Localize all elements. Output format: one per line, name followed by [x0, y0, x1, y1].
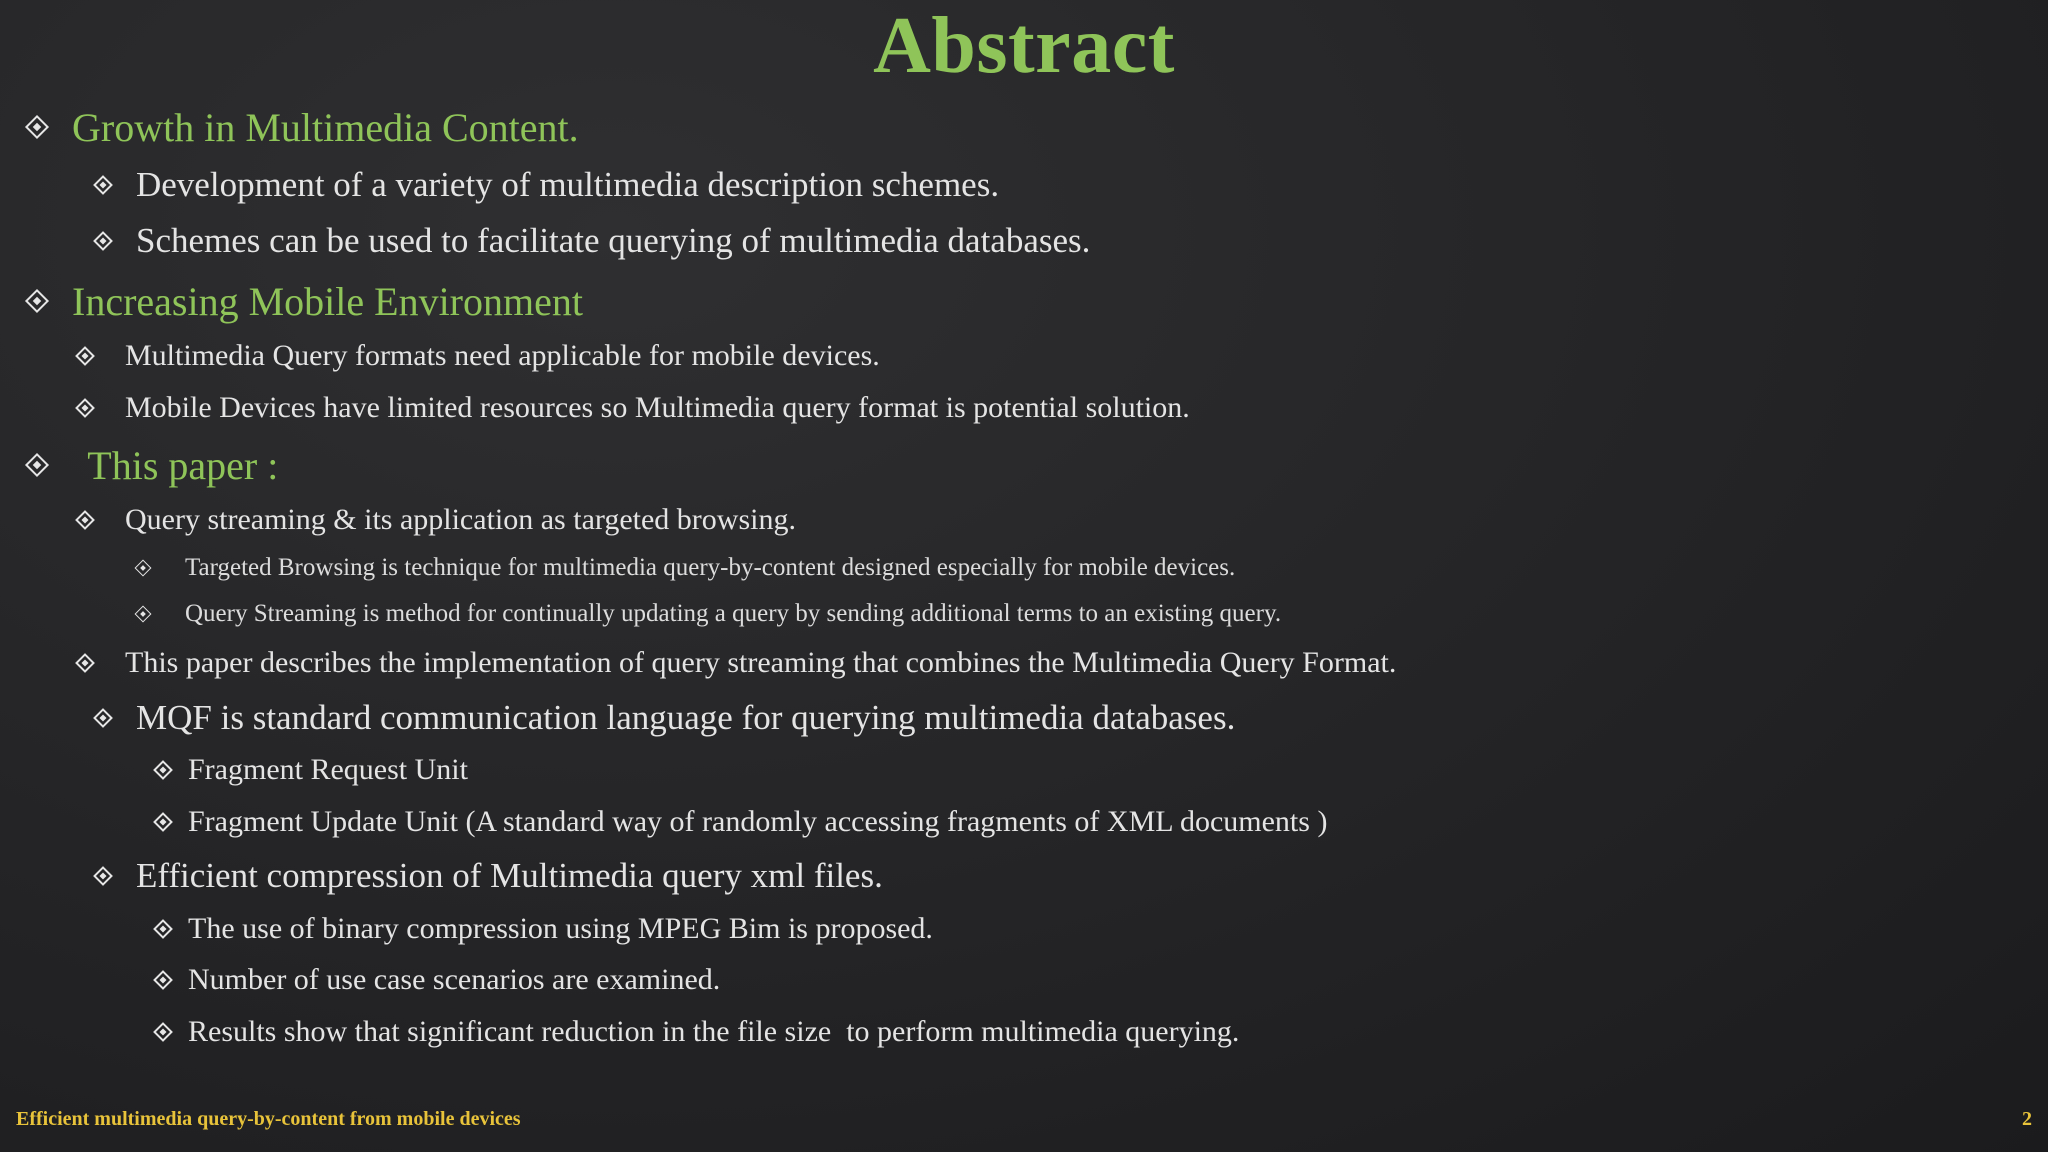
bullet-text: The use of binary compression using MPEG Bim is proposed.: [188, 912, 933, 945]
diamond-bullet-icon: [152, 759, 174, 781]
bullet-item: [152, 962, 720, 998]
diamond-bullet-icon: [24, 288, 50, 314]
footer-title: Efficient multimedia query-by-content from mobile devices: [16, 1108, 521, 1130]
bullet-item: [74, 502, 796, 538]
diamond-bullet-icon: [152, 811, 174, 833]
bullet-item: [92, 855, 883, 897]
diamond-bullet-icon: [92, 174, 114, 196]
bullet-text: MQF is standard communication language for querying multimedia databases.: [136, 698, 1236, 737]
diamond-bullet-icon: [24, 114, 50, 140]
diamond-bullet-icon: [152, 969, 174, 991]
bullet-text: This paper describes the implementation of query streaming that combines the Multimedia Query Format.: [125, 646, 1397, 679]
diamond-bullet-icon: [92, 230, 114, 252]
diamond-bullet-icon: [152, 1021, 174, 1043]
bullet-item: [92, 220, 1090, 262]
bullet-text: This paper :: [78, 442, 279, 488]
bullet-text: Results show that significant reduction in the file size to perform multimedia querying.: [188, 1015, 1240, 1048]
diamond-bullet-icon: [134, 605, 152, 623]
bullet-text: Multimedia Query formats need applicable for mobile devices.: [125, 339, 880, 372]
bullet-text: Fragment Request Unit: [188, 753, 468, 786]
diamond-bullet-icon: [152, 918, 174, 940]
bullet-text: Number of use case scenarios are examined.: [188, 963, 721, 996]
bullet-item: [92, 164, 999, 206]
bullet-item: [74, 390, 1190, 426]
bullet-text: Increasing Mobile Environment: [72, 278, 583, 324]
diamond-bullet-icon: [134, 559, 152, 577]
bullet-text: Fragment Update Unit (A standard way of randomly accessing fragments of XML documents ): [188, 805, 1328, 838]
bullet-text: Targeted Browsing is technique for multimedia query-by-content designed especially for mobile devices.: [185, 554, 1236, 581]
bullet-item: [74, 338, 880, 374]
diamond-bullet-icon: [74, 397, 96, 419]
bullet-text: Development of a variety of multimedia description schemes.: [136, 165, 1000, 204]
bullet-text: Efficient compression of Multimedia query xml files.: [136, 856, 883, 895]
diamond-bullet-icon: [74, 509, 96, 531]
diamond-bullet-icon: [92, 865, 114, 887]
diamond-bullet-icon: [74, 652, 96, 674]
bullet-item: [24, 278, 583, 324]
bullet-item: [152, 911, 933, 947]
slide-title: Abstract: [873, 2, 1175, 90]
bullet-item: [134, 553, 1235, 583]
diamond-bullet-icon: [24, 452, 50, 478]
bullet-text: Query streaming & its application as targeted browsing.: [125, 503, 796, 536]
bullet-item: [152, 752, 468, 788]
bullet-text: Schemes can be used to facilitate querying of multimedia databases.: [136, 221, 1091, 260]
bullet-item: [134, 599, 1281, 629]
bullet-text: Growth in Multimedia Content.: [72, 104, 579, 150]
bullet-item: [152, 1014, 1239, 1050]
bullet-item: [74, 645, 1396, 681]
bullet-text: Query Streaming is method for continually updating a query by sending additional terms to an existing query.: [185, 600, 1282, 627]
bullet-item: [24, 104, 579, 150]
bullet-item: [24, 442, 278, 488]
bullet-item: [152, 804, 1327, 840]
bullet-text: Mobile Devices have limited resources so Multimedia query format is potential solution.: [125, 391, 1190, 424]
page-number: 2: [2022, 1108, 2032, 1130]
bullet-item: [92, 697, 1235, 739]
diamond-bullet-icon: [74, 345, 96, 367]
diamond-bullet-icon: [92, 707, 114, 729]
